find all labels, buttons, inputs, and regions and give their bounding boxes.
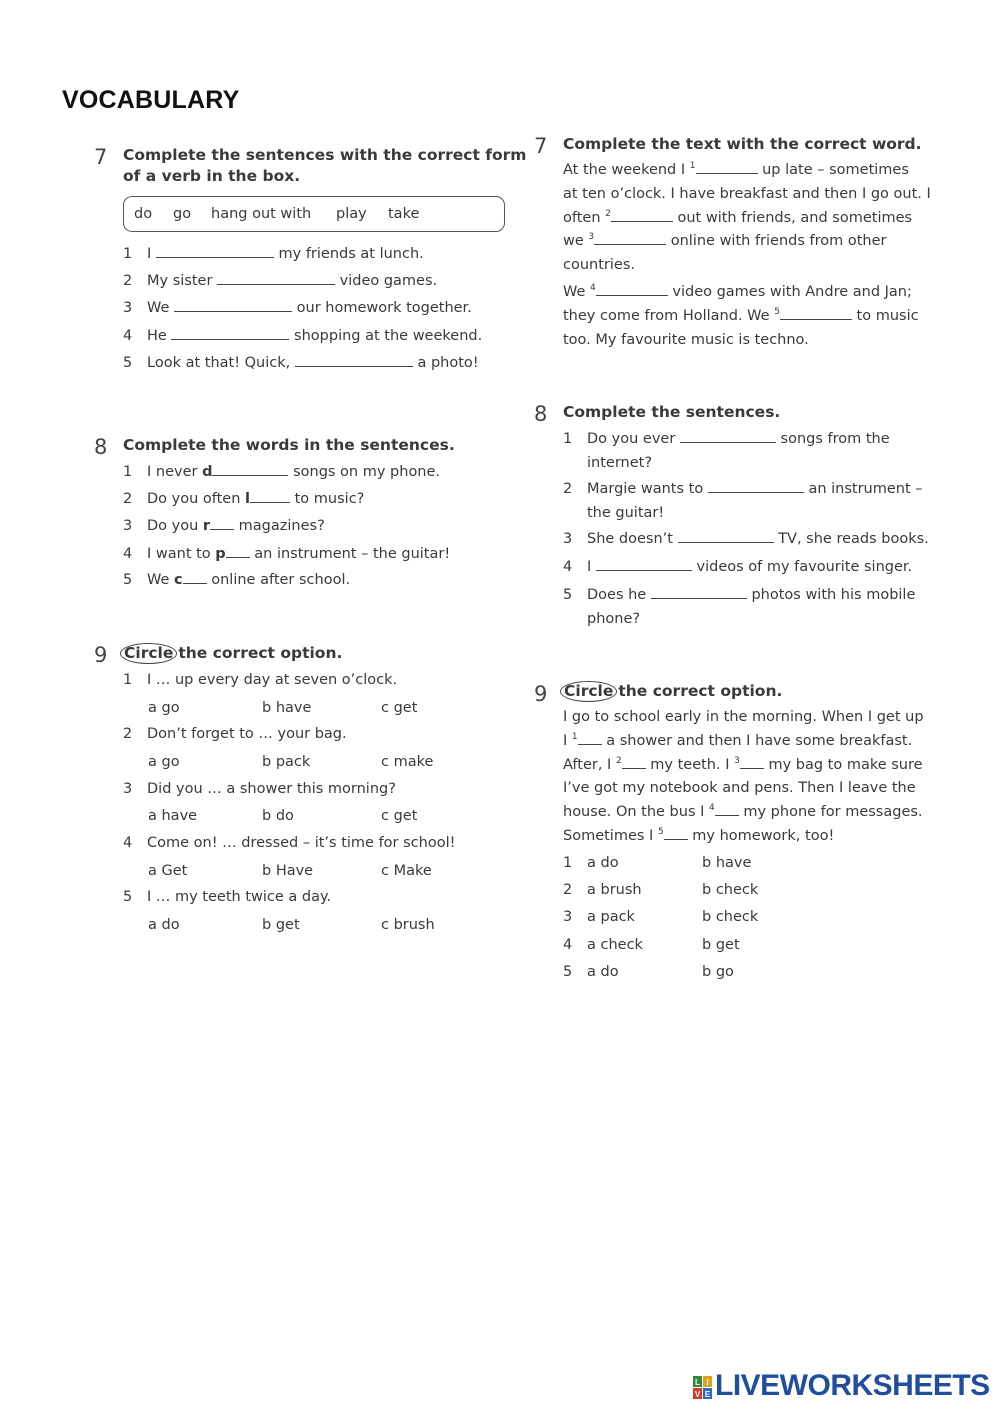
sentence: Margie wants to an instrument – the guitar! <box>587 481 923 521</box>
answer-blank[interactable] <box>696 172 758 174</box>
word-box-item: do <box>134 206 153 222</box>
word-box-item: hang out with <box>211 206 312 222</box>
option-a[interactable]: a go <box>148 754 180 770</box>
answer-blank[interactable] <box>715 814 739 816</box>
sentence-text: I never <box>147 464 198 480</box>
answer-blank[interactable] <box>596 294 668 296</box>
sentence-text: Look at that! Quick, <box>147 355 291 371</box>
item-number: 5 <box>563 587 573 603</box>
option-b[interactable]: b do <box>262 808 294 824</box>
answer-blank[interactable] <box>171 338 289 340</box>
question-text: I … my teeth twice a day. <box>147 889 332 905</box>
option-a[interactable]: a do <box>587 855 619 871</box>
answer-blank[interactable] <box>680 441 776 443</box>
first-letter: r <box>202 518 211 534</box>
item-number: 3 <box>563 531 573 547</box>
answer-blank[interactable] <box>183 582 207 584</box>
exercise-number: 9 <box>534 682 548 706</box>
answer-blank[interactable] <box>250 501 290 503</box>
option-c[interactable]: c get <box>381 808 418 824</box>
sentence-text: our homework together. <box>296 300 472 316</box>
sentence-text: Do you <box>147 518 199 534</box>
item-number: 5 <box>123 572 133 588</box>
option-b[interactable]: b get <box>702 937 740 953</box>
item-number: 4 <box>123 328 133 344</box>
sentence-text: an instrument – the guitar! <box>254 546 451 562</box>
text-line: I go to school early in the morning. When I get up <box>563 709 924 725</box>
text-line: we $^3$ online with friends from other <box>563 232 887 250</box>
option-b[interactable]: b go <box>702 964 734 980</box>
sentence <box>147 246 424 262</box>
option-a[interactable]: a brush <box>587 882 642 898</box>
item-number: 3 <box>123 781 133 797</box>
answer-blank[interactable] <box>678 541 774 543</box>
question-text: I … up every day at seven o’clock. <box>147 672 398 688</box>
answer-blank[interactable] <box>174 310 292 312</box>
sentence-text: video games. <box>339 273 438 289</box>
item-number: 2 <box>123 491 133 507</box>
sentence <box>147 464 440 480</box>
sentence-text: Do you often <box>147 491 241 507</box>
text-line: I $^1$ a shower and then I have some breakfast. <box>563 731 913 749</box>
answer-blank[interactable] <box>611 220 673 222</box>
sentence: Does he photos with his mobile phone? <box>587 587 916 627</box>
exercise-instruction: Complete the words in the sentences. <box>123 436 455 454</box>
sentence <box>147 491 364 507</box>
item-number: 4 <box>123 835 133 851</box>
first-letter: l <box>245 491 251 507</box>
text-line: countries. <box>563 257 635 274</box>
item-number: 1 <box>563 431 573 447</box>
text-line: Sometimes I $^5$ my homework, too! <box>563 826 835 844</box>
sentence <box>147 328 482 344</box>
sentence <box>147 273 437 289</box>
option-c[interactable]: c Make <box>381 863 432 879</box>
option-c[interactable]: c get <box>381 700 418 716</box>
instruction-text: the correct option. <box>618 682 783 700</box>
item-number: 2 <box>563 481 573 497</box>
option-b[interactable]: b Have <box>262 863 314 879</box>
question-text: Did you … a shower this morning? <box>147 781 396 797</box>
exercise-instruction: Complete the text with the correct word. <box>563 135 922 153</box>
gap-fill-text <box>563 159 931 352</box>
option-a[interactable]: a have <box>148 808 198 824</box>
text-line: they come from Holland. We $^5$ to music <box>563 306 919 324</box>
option-b[interactable]: b have <box>262 700 312 716</box>
instruction-line: of a verb in the box. <box>123 167 301 185</box>
gap-fill-text <box>563 706 924 849</box>
answer-blank[interactable] <box>664 838 688 840</box>
sentence-text: We <box>147 300 170 316</box>
answer-blank[interactable] <box>156 256 274 258</box>
sentence-text: I <box>147 246 152 262</box>
question-text: Come on! … dressed – it’s time for school! <box>147 835 456 851</box>
option-c[interactable]: c make <box>381 754 434 770</box>
sentence-text: My sister <box>147 273 213 289</box>
answer-blank[interactable] <box>217 283 335 285</box>
item-number: 4 <box>563 937 573 953</box>
item-number: 3 <box>563 909 573 925</box>
option-b[interactable]: b check <box>702 882 759 898</box>
sentence-text: He <box>147 328 167 344</box>
word-box-item: take <box>388 206 420 222</box>
exercise-number: 7 <box>534 134 548 158</box>
logo-letter: I <box>706 1378 709 1387</box>
option-b[interactable]: b get <box>262 917 300 933</box>
answer-blank[interactable] <box>226 556 250 558</box>
sentence <box>147 518 325 534</box>
sentence <box>147 355 479 371</box>
item-number: 2 <box>123 273 133 289</box>
answer-blank[interactable] <box>708 491 804 493</box>
item-number: 3 <box>123 300 133 316</box>
item-number: 3 <box>123 518 133 534</box>
exercise-number: 8 <box>534 402 548 426</box>
word-box-item: play <box>336 206 367 222</box>
exercise-instruction <box>563 681 782 702</box>
text-line: often $^2$ out with friends, and sometimes <box>563 208 913 226</box>
page-title: VOCABULARY <box>62 86 240 114</box>
item-number: 5 <box>123 355 133 371</box>
option-c[interactable]: c brush <box>381 917 435 933</box>
logo-letter: V <box>694 1390 701 1399</box>
text-line: house. On the bus I $^4$ my phone for messages. <box>563 803 923 821</box>
answer-blank[interactable] <box>596 569 692 571</box>
sentence <box>147 546 450 562</box>
sentence <box>147 572 350 588</box>
sentence-text: We <box>147 572 170 588</box>
item-number: 4 <box>563 559 573 575</box>
item-number: 1 <box>123 464 133 480</box>
answer-blank[interactable] <box>780 318 852 320</box>
answer-blank[interactable] <box>622 767 646 769</box>
sentence-text: my friends at lunch. <box>278 246 424 262</box>
option-a[interactable]: a pack <box>587 909 635 925</box>
instruction-line: Complete the sentences with the correct form <box>123 146 527 164</box>
item-number: 5 <box>563 964 573 980</box>
text-line: After, I $^2$ my teeth. I $^3$ my bag to make sure <box>563 755 923 773</box>
item-number: 2 <box>123 726 133 742</box>
exercise-instruction <box>123 145 526 187</box>
item-number: 2 <box>563 882 573 898</box>
logo-mark-icon <box>693 1376 713 1400</box>
answer-blank[interactable] <box>212 474 288 476</box>
first-letter: c <box>174 572 183 588</box>
option-a[interactable]: a check <box>587 937 643 953</box>
exercise-number: 8 <box>94 435 108 459</box>
word-box-item: go <box>173 206 192 222</box>
instruction-text: the correct option. <box>178 644 343 662</box>
item-number: 1 <box>123 672 133 688</box>
sentence-text: songs on my phone. <box>293 464 441 480</box>
circled-word: Circle <box>120 643 177 664</box>
exercise-instruction <box>123 643 342 664</box>
text-line: We $^4$ video games with Andre and Jan; <box>563 282 912 300</box>
answer-blank[interactable] <box>594 243 666 245</box>
sentence-text: shopping at the weekend. <box>294 328 483 344</box>
sentence: Do you ever songs from the internet? <box>587 431 890 471</box>
sentence-text: a photo! <box>417 355 479 371</box>
sentence-text: magazines? <box>238 518 325 534</box>
option-b[interactable]: b have <box>702 855 752 871</box>
logo-letter: E <box>704 1390 711 1399</box>
sentence-text: I want to <box>147 546 211 562</box>
exercise-instruction: Complete the sentences. <box>563 403 781 421</box>
sentence-text: online after school. <box>211 572 351 588</box>
option-b[interactable]: b check <box>702 909 759 925</box>
first-letter: p <box>215 546 226 562</box>
circled-word: Circle <box>560 681 617 702</box>
sentence: I videos of my favourite singer. <box>587 559 913 575</box>
option-a[interactable]: a go <box>148 700 180 716</box>
logo-letter: L <box>695 1378 700 1387</box>
answer-blank[interactable] <box>295 365 413 367</box>
text-line: I’ve got my notebook and pens. Then I leave the <box>563 780 916 797</box>
exercise-number: 9 <box>94 643 108 667</box>
item-number: 1 <box>123 246 133 262</box>
answer-blank[interactable] <box>651 597 747 599</box>
sentence-text: to music? <box>294 491 365 507</box>
sentence <box>147 300 472 316</box>
option-a[interactable]: a do <box>148 917 180 933</box>
item-number: 5 <box>123 889 133 905</box>
item-number: 1 <box>563 855 573 871</box>
question-text: Don’t forget to … your bag. <box>147 726 347 742</box>
answer-blank[interactable] <box>210 528 234 530</box>
exercise-number: 7 <box>94 145 108 169</box>
text-line: too. My favourite music is techno. <box>563 331 809 348</box>
option-a[interactable]: a do <box>587 964 619 980</box>
text-line: At the weekend I $^1$ up late – sometimes <box>563 161 909 178</box>
logo-text: LIVEWORKSHEETS <box>715 1369 990 1402</box>
text-line: at ten o’clock. I have breakfast and then I go out. I <box>563 185 931 202</box>
item-number: 4 <box>123 546 133 562</box>
option-a[interactable]: a Get <box>148 863 188 879</box>
answer-blank[interactable] <box>578 743 602 745</box>
first-letter: d <box>202 464 213 480</box>
sentence: She doesn’t TV, she reads books. <box>587 531 929 547</box>
answer-blank[interactable] <box>740 767 764 769</box>
word-box <box>123 196 505 232</box>
option-b[interactable]: b pack <box>262 754 311 770</box>
